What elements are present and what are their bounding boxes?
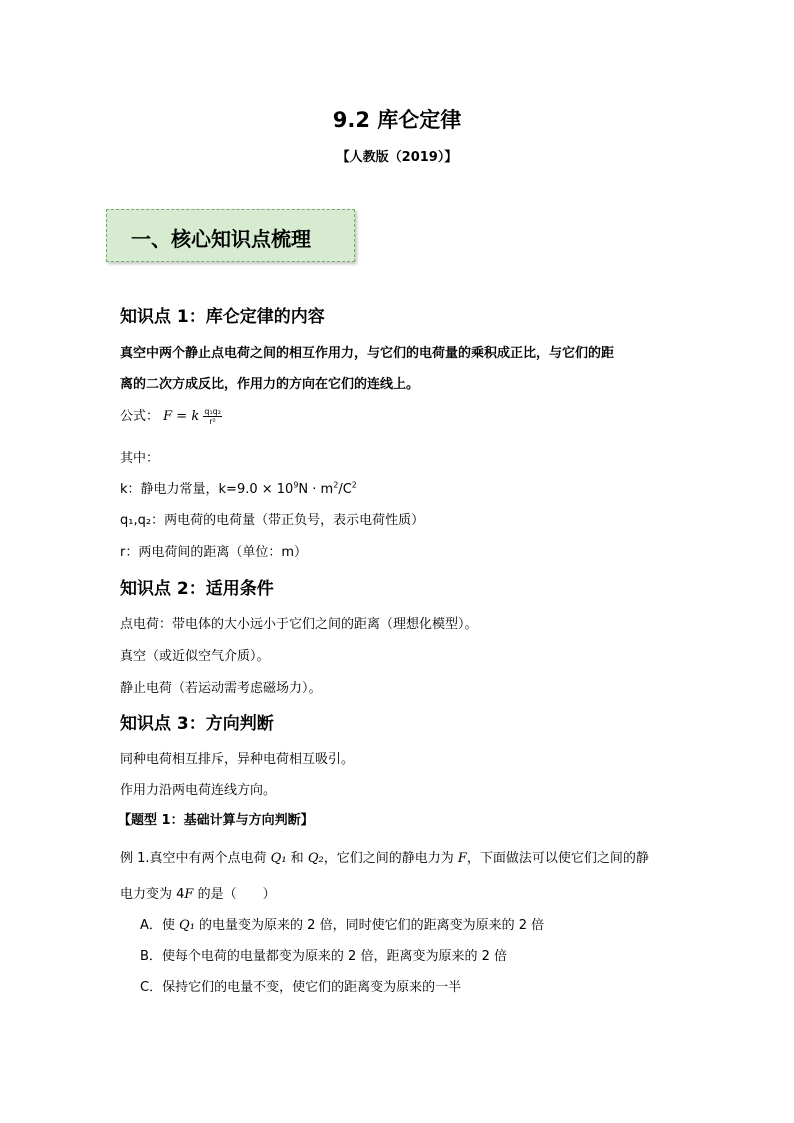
- kp3-heading: 知识点 3：方向判断: [120, 714, 274, 734]
- edition-label: 【人教版（2019）】: [336, 150, 458, 165]
- option-b: B．使每个电荷的电量都变为原来的 2 倍，距离变为原来的 2 倍: [140, 949, 507, 964]
- example1-prefix: 例 1.真空中有两个点电荷: [120, 851, 271, 866]
- kp2-line2: 真空（或近似空气介质）。: [120, 649, 270, 664]
- example1-line2: [120, 883, 276, 902]
- kp2-line3: 静止电荷（若运动需考虑磁场力）。: [120, 681, 322, 696]
- k-line: [120, 478, 357, 497]
- k-unit: N · m: [298, 482, 334, 497]
- example1-line2-prefix: 电力变为 4: [120, 887, 185, 902]
- option-a-q: Q₁: [179, 918, 195, 933]
- example1-F2: F: [184, 887, 194, 902]
- kp3-line1: 同种电荷相互排斥，异种电荷相互吸引。: [120, 752, 355, 767]
- formula-numerator: q₁q₂: [204, 407, 221, 416]
- kp3-line2: 作用力沿两电荷连线方向。: [120, 783, 277, 798]
- option-c: C．保持它们的电量不变，使它们的距离变为原来的一半: [140, 980, 462, 995]
- example1-F: F: [457, 851, 467, 866]
- kp2-line1: 点电荷：带电体的大小远小于它们之间的距离（理想化模型）。: [120, 617, 478, 632]
- option-a-tail: 的电量变为原来的 2 倍，同时使它们的距离变为原来的 2 倍: [194, 918, 545, 933]
- k-unit-exponent: 2: [333, 480, 339, 490]
- example1-q1: Q₁: [270, 851, 287, 866]
- topic1-heading: 【题型 1：基础计算与方向判断】: [118, 813, 314, 828]
- r-line: r：两电荷间的距离（单位：m）: [120, 545, 308, 560]
- section-banner: [106, 209, 355, 262]
- q-symbols: q₁,q₂: [120, 513, 152, 528]
- k-unit-tail: /C: [338, 482, 352, 497]
- q-line: [120, 509, 424, 528]
- page-title: 9.2 库仑定律: [332, 108, 462, 132]
- example1-q2: Q₂: [307, 851, 324, 866]
- kp1-line1: 真空中两个静止点电荷之间的相互作用力，与它们的电荷量的乘积成正比，与它们的距: [120, 346, 615, 361]
- option-a: [140, 914, 544, 933]
- kp1-line2: 离的二次方成反比，作用力的方向在它们的连线上。: [120, 377, 420, 392]
- k-line-prefix: k：静电力常量，k=9.0 × 10: [120, 482, 294, 497]
- example1-mid: ，它们之间的静电力为: [323, 851, 458, 866]
- formula-fraction: [203, 407, 222, 426]
- formula-row: [120, 405, 222, 426]
- example1-and: 和: [286, 851, 308, 866]
- kp2-heading: 知识点 2：适用条件: [120, 579, 274, 599]
- section-title: 一、核心知识点梳理: [131, 227, 311, 251]
- example1-line1: [120, 847, 649, 866]
- k-unit-exponent2: 2: [351, 480, 357, 490]
- formula-denominator: r²: [209, 417, 216, 426]
- kp1-heading: 知识点 1：库仑定律的内容: [120, 307, 325, 327]
- k-exponent: 9: [293, 480, 299, 490]
- where-label: 其中：: [120, 451, 160, 466]
- q-line-text: ：两电荷的电荷量（带正负号，表示电荷性质）: [151, 513, 425, 528]
- example1-line2-tail: 的是（ ）: [193, 887, 276, 902]
- formula-lhs: F = k: [163, 409, 200, 424]
- example1-tail: ，下面做法可以使它们之间的静: [466, 851, 649, 866]
- option-a-prefix: A．使: [140, 918, 180, 933]
- formula-label: 公式：: [120, 409, 160, 424]
